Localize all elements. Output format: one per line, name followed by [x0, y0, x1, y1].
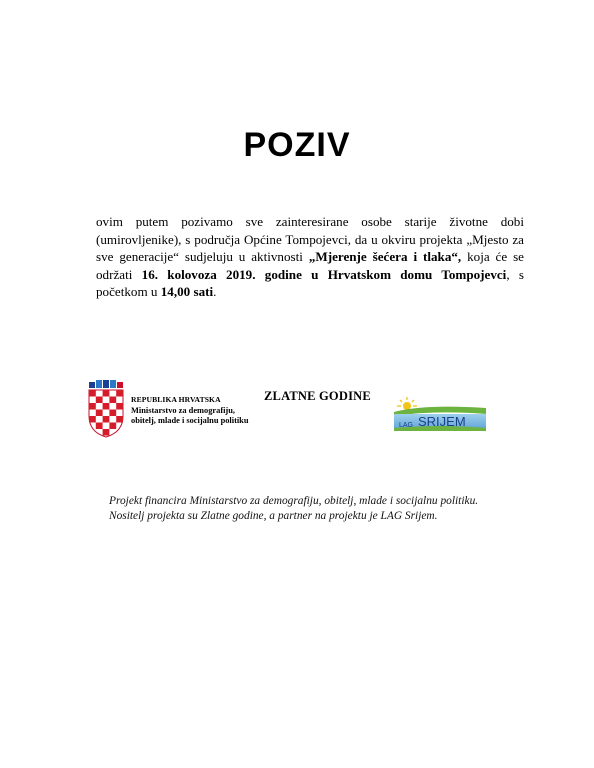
ministry-name-line2: obitelj, mlade i socijalnu politiku — [131, 416, 249, 425]
lag-small-label: LAG — [399, 422, 414, 429]
paragraph-end: . — [213, 284, 217, 299]
invitation-paragraph — [96, 213, 524, 301]
ministry-logo-text — [131, 395, 249, 427]
paragraph-text-1: ovim putem pozivamo sve zainteresirane osobe starije životne dobi (umirovljenike), s područja Općine Tompojevci, da u okviru projekta „Mjesto za sve generacije“ sudjeluju u aktivnosti — [96, 214, 524, 264]
document-title: POZIV — [243, 126, 351, 164]
lag-name: SRIJEM — [418, 414, 466, 429]
paragraph-text-2: koja će se održati — [96, 249, 524, 282]
ministry-country: REPUBLIKA HRVATSKA — [131, 395, 221, 404]
activity-name: „Mjerenje šećera i tlaka“, — [308, 249, 462, 264]
funding-note: Projekt financira Ministarstvo za demografiju, obitelj, mlade i socijalnu politiku. Nositelj projekta su Zlatne godine, a partner na projektu je LAG Srijem. — [109, 495, 479, 522]
sun-icon — [397, 397, 417, 410]
ministry-logo — [86, 380, 266, 438]
zlatne-godine-label: ZLATNE GODINE — [264, 389, 371, 403]
event-date-place: 16. kolovoza 2019. godine u Hrvatskom domu Tompojevci — [141, 266, 507, 282]
event-time: 14,00 sati — [160, 284, 214, 299]
paragraph-text-3: , s početkom u — [96, 266, 524, 299]
ministry-name-line1: Ministarstvo za demografiju, — [131, 405, 235, 415]
croatian-coat-of-arms-icon — [86, 380, 126, 438]
lag-srijem-logo — [394, 394, 486, 432]
